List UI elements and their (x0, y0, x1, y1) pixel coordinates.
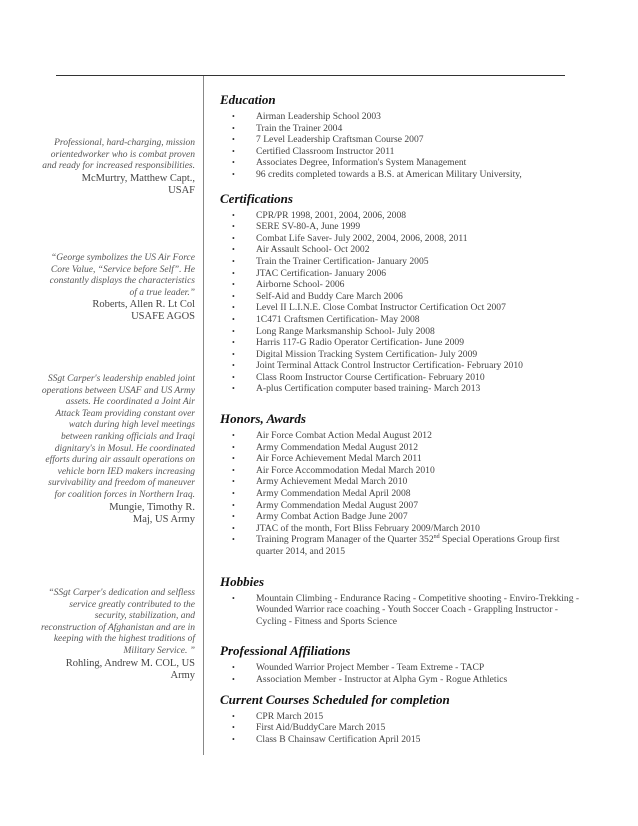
bullet-icon: • (232, 523, 235, 533)
bullet-icon: • (232, 384, 235, 394)
list-item (220, 123, 580, 135)
testimonial-author-rank: Maj, US Army (132, 513, 195, 525)
list-item (220, 302, 580, 314)
bullet-icon: • (232, 512, 235, 522)
list-item-text: Train the Trainer Certification- January 2005 (256, 255, 429, 267)
testimonial-mungie (40, 374, 195, 526)
list-item (220, 233, 580, 245)
list-item-text: SERE SV-80-A, June 1999 (256, 221, 361, 233)
testimonial-author: Roberts, Allen R. Lt Col (92, 299, 195, 311)
bullet-icon: • (232, 349, 235, 359)
list-item-text: Combat Life Saver- July 2002, 2004, 2006, 2008, 2011 (256, 232, 468, 244)
honors-list (220, 430, 580, 534)
list-item-text: 7 Level Leadership Craftsman Course 2007 (256, 134, 424, 146)
bullet-icon: • (232, 326, 235, 336)
list-item-text: Mountain Climbing - Endurance Racing - Competitive shooting - Enviro-Trekking - Wounded Warrior race coaching - Youth Soccer Coach - Grappling Instructor - Cycling - Fitness and Sports Science (256, 592, 580, 627)
list-item (220, 734, 580, 746)
list-item (220, 534, 580, 557)
list-item-text: Association Member - Instructor at Alpha Gym - Rogue Athletics (256, 673, 508, 685)
testimonial-author: Mungie, Timothy R. (109, 501, 195, 513)
list-item (220, 523, 580, 535)
list-item-text: Level II L.I.N.E. Close Combat Instructor Certification Oct 2007 (256, 302, 506, 314)
bullet-icon: • (232, 280, 235, 290)
bullet-icon: • (232, 442, 235, 452)
bullet-icon: • (232, 500, 235, 510)
list-item (220, 268, 580, 280)
bullet-icon: • (232, 338, 235, 348)
bullet-icon: • (232, 135, 235, 145)
list-item-text: Self-Aid and Buddy Care March 2006 (256, 290, 403, 302)
affiliations-list (220, 662, 580, 685)
list-item (220, 476, 580, 488)
list-item-text: Certified Classroom Instructor 2011 (256, 145, 395, 157)
header-rule (56, 75, 565, 76)
list-item-text: Army Commendation Medal August 2012 (256, 441, 419, 453)
bullet-icon: • (232, 233, 235, 243)
list-item (220, 511, 580, 523)
section-title-education: Education (220, 92, 276, 107)
list-item-text: Associates Degree, Information's System Management (256, 157, 467, 169)
bullet-icon: • (232, 361, 235, 371)
list-item-text: CPR/PR 1998, 2001, 2004, 2006, 2008 (256, 209, 407, 221)
list-item-text: First Aid/BuddyCare March 2015 (256, 722, 386, 734)
bullet-icon: • (232, 268, 235, 278)
section-title-courses: Current Courses Scheduled for completion (220, 691, 450, 707)
list-item (220, 337, 580, 349)
list-item-text: Air Force Achievement Medal March 2011 (256, 453, 422, 465)
list-item-text: Harris 117-G Radio Operator Certification- June 2009 (256, 337, 464, 349)
bullet-icon: • (232, 431, 235, 441)
list-item-text: Digital Mission Tracking System Certification- July 2009 (256, 348, 478, 360)
bullet-icon: • (232, 291, 235, 301)
list-item (220, 111, 580, 123)
bullet-icon: • (232, 123, 235, 133)
resume-main (220, 92, 580, 755)
list-item-text: JTAC Certification- January 2006 (256, 267, 387, 279)
list-item-text: Airborne School- 2006 (256, 279, 345, 291)
list-item-text: JTAC of the month, Fort Bliss February 2009/March 2010 (256, 522, 480, 534)
education-list (220, 111, 580, 181)
bullet-icon: • (232, 372, 235, 382)
testimonial-mcmurtry (40, 138, 195, 197)
testimonial-roberts (40, 253, 195, 323)
testimonial-quote: “George symbolizes the US Air Force Core Value, “Service before Self”. He constantly displays the characteristics of a true leader.” (49, 253, 195, 298)
hobbies-list (220, 593, 580, 628)
section-title-affiliations: Professional Affiliations (220, 643, 351, 659)
list-item (220, 146, 580, 158)
bullet-icon: • (232, 711, 235, 721)
bullet-icon: • (232, 146, 235, 156)
bullet-icon: • (232, 222, 235, 232)
testimonial-author: McMurtry, Matthew Capt., (81, 172, 195, 184)
courses-list (220, 711, 580, 746)
list-item-text: Air Assault School- Oct 2002 (256, 244, 370, 256)
bullet-icon: • (232, 454, 235, 464)
list-item-text: Wounded Warrior Project Member - Team Extreme - TACP (256, 662, 485, 674)
list-item-text: A-plus Certification computer based training- March 2013 (256, 383, 481, 395)
column-divider (203, 76, 204, 755)
list-item-text: Army Combat Action Badge June 2007 (256, 511, 408, 523)
list-item (220, 134, 580, 146)
list-item (220, 360, 580, 372)
testimonial-quote: SSgt Carper's leadership enabled joint operations between USAF and US Army assets. He coordinated a Joint Air Attack Team providing constant over watch during high level meetings between ranking officials and Iraqi dignitary's in Mosul. He coordinated efforts during air assault operations on vehicle born IED makers increasing survivability and freedom of maneuver for coalition forces in Northern Iraq. (41, 374, 195, 500)
list-item-text: Army Achievement Medal March 2010 (256, 476, 408, 488)
testimonial-author-rank: USAFE AGOS (131, 311, 195, 323)
list-item (220, 210, 580, 222)
bullet-icon: • (232, 734, 235, 744)
bullet-icon: • (232, 169, 235, 179)
bullet-icon: • (232, 674, 235, 684)
bullet-icon: • (232, 593, 235, 603)
list-item (220, 453, 580, 465)
honor-training-manager: Training Program Manager of the Quarter 352nd Special Operations Group first quarter 2014, and 2015 (256, 534, 560, 557)
bullet-icon: • (232, 314, 235, 324)
list-item (220, 674, 580, 686)
list-item-text: Class Room Instructor Course Certification- February 2010 (256, 371, 485, 383)
list-item (220, 442, 580, 454)
list-item (220, 465, 580, 477)
list-item (220, 279, 580, 291)
list-item-text: Class B Chainsaw Certification April 2015 (256, 733, 421, 745)
testimonial-author: Rohling, Andrew M. COL, US (65, 657, 195, 669)
list-item-text: Air Force Accommodation Medal March 2010 (256, 464, 435, 476)
testimonial-quote: “SSgt Carper's dedication and selfless service greatly contributed to the security, stabilization, and reconstruction of Afghanistan and are in keeping with the highest traditions of Military Service. ” (40, 588, 195, 656)
list-item-text: Air Force Combat Action Medal August 2012 (256, 430, 432, 442)
bullet-icon: • (232, 245, 235, 255)
list-item-text: Train the Trainer 2004 (256, 122, 343, 134)
list-item (220, 256, 580, 268)
certifications-list (220, 210, 580, 396)
section-title-hobbies: Hobbies (220, 573, 265, 589)
list-item (220, 244, 580, 256)
section-title-honors: Honors, Awards (220, 411, 306, 427)
list-item (220, 169, 580, 181)
bullet-icon: • (232, 663, 235, 673)
list-item (220, 372, 580, 384)
bullet-icon: • (232, 723, 235, 733)
list-item (220, 500, 580, 512)
list-item-text: 1C471 Craftsmen Certification- May 2008 (256, 313, 420, 325)
testimonial-rohling (40, 588, 195, 682)
testimonial-author-rank: Army (170, 669, 195, 681)
list-item-text: CPR March 2015 (256, 710, 324, 722)
list-item (220, 157, 580, 169)
list-item (220, 291, 580, 303)
list-item-text: Joint Terminal Attack Control Instructor Certification- February 2010 (256, 360, 523, 372)
list-item (220, 383, 580, 395)
testimonial-author-rank: USAF (168, 184, 195, 196)
bullet-icon: • (232, 112, 235, 121)
list-item (220, 430, 580, 442)
list-item-text: Army Commendation Medal August 2007 (256, 499, 419, 511)
list-item (220, 593, 580, 628)
list-item (220, 349, 580, 361)
list-item-text: Airman Leadership School 2003 (256, 111, 381, 122)
list-item (220, 326, 580, 338)
bullet-icon: • (232, 210, 235, 220)
bullet-icon: • (232, 535, 235, 545)
honors-list-extra (220, 534, 580, 557)
testimonial-quote: Professional, hard-charging, mission orientedworker who is combat proven and ready for increased responsibilities. (42, 138, 195, 172)
list-item (220, 662, 580, 674)
list-item-text: Army Commendation Medal April 2008 (256, 488, 411, 500)
bullet-icon: • (232, 158, 235, 168)
list-item-text: 96 credits completed towards a B.S. at American Military University, (256, 168, 522, 180)
section-title-certifications: Certifications (220, 190, 293, 206)
bullet-icon: • (232, 489, 235, 499)
bullet-icon: • (232, 256, 235, 266)
bullet-icon: • (232, 477, 235, 487)
list-item (220, 711, 580, 723)
list-item-text: Long Range Marksmanship School- July 2008 (256, 325, 435, 337)
list-item (220, 221, 580, 233)
list-item (220, 488, 580, 500)
list-item (220, 314, 580, 326)
bullet-icon: • (232, 303, 235, 313)
list-item (220, 722, 580, 734)
bullet-icon: • (232, 465, 235, 475)
